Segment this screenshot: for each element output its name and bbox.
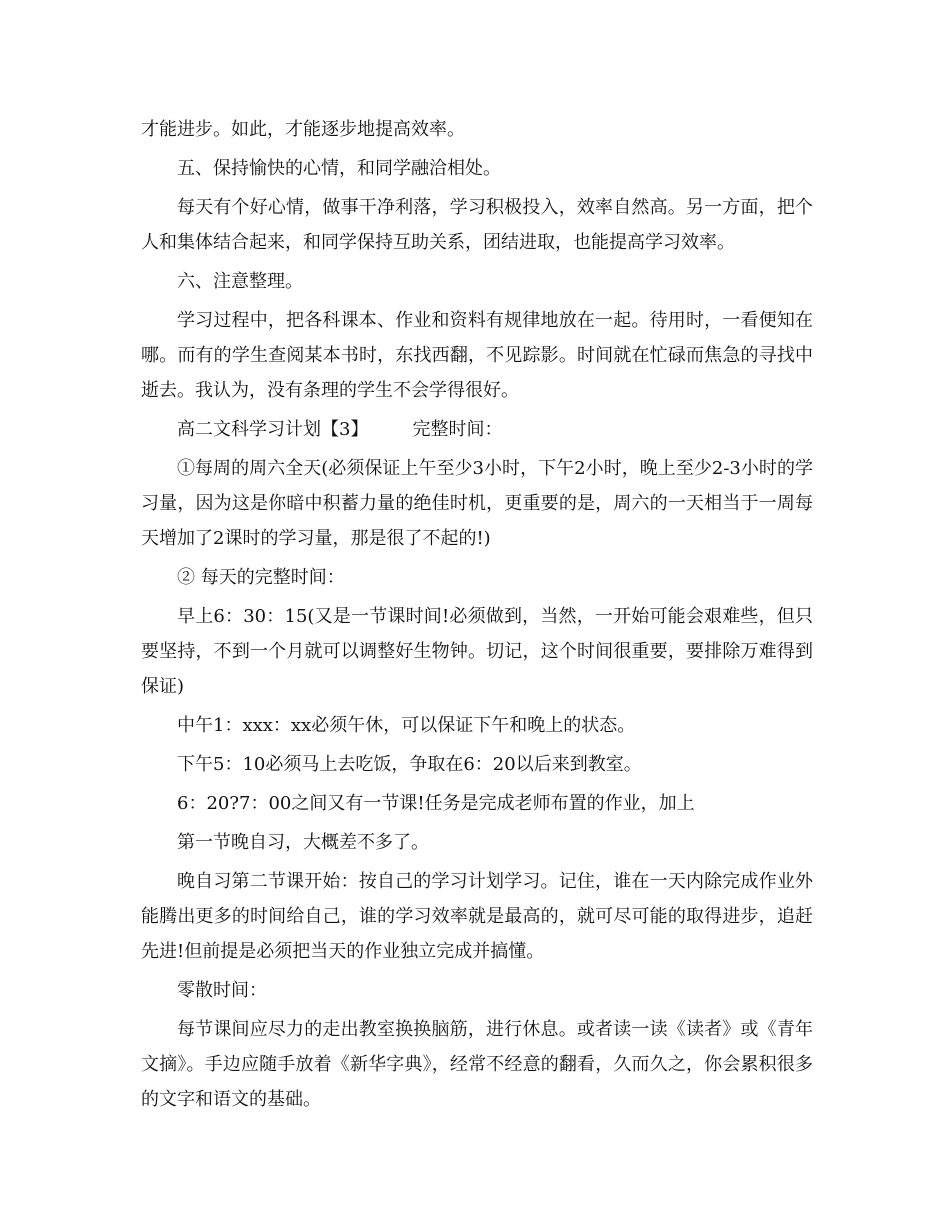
document-body bbox=[141, 112, 813, 1117]
section-heading-six: 六、注意整理。 bbox=[177, 271, 303, 292]
plan-subtitle: 完整时间： bbox=[412, 419, 503, 440]
paragraph-organize: 学习过程中，把各科课本、作业和资料有规律地放在一起。待用时，一看便知在哪。而有的学生查阅某本书时，东找西翻，不见踪影。时间就在忙碌而焦急的寻找中逝去。我认为，没有条理的学生不会学得很好。 bbox=[141, 310, 813, 401]
paragraph-evening-1: 6：20?7：00之间又有一节课!任务是完成老师布置的作业，加上 bbox=[177, 793, 695, 814]
paragraph-evening-2: 第一节晚自习，大概差不多了。 bbox=[177, 832, 429, 853]
plan-heading-line bbox=[141, 412, 813, 447]
paragraph-daily-heading: ② 每天的完整时间： bbox=[177, 567, 345, 588]
paragraph-spare-heading: 零散时间： bbox=[177, 980, 267, 1001]
section-heading-five: 五、保持愉快的心情，和同学融洽相处。 bbox=[177, 158, 501, 179]
paragraph-spare-time: 每节课间应尽力的走出教室换换脑筋，进行休息。或者读一读《读者》或《青年文摘》。手边应随手放着《新华字典》，经常不经意的翻看，久而久之，你会累积很多的文字和语文的基础。 bbox=[141, 1019, 813, 1110]
paragraph-morning: 早上6：30：15(又是一节课时间!必须做到，当然，一开始可能会艰难些，但只要坚持，不到一个月就可以调整好生物钟。切记，这个时间很重要，要排除万难得到保证) bbox=[141, 606, 813, 697]
plan-title: 高二文科学习计划【3】 bbox=[177, 419, 369, 440]
paragraph-mood: 每天有个好心情，做事干净利落，学习积极投入，效率自然高。另一方面，把个人和集体结合起来，和同学保持互助关系，团结进取，也能提高学习效率。 bbox=[141, 197, 813, 253]
paragraph-self-study: 晚自习第二节课开始：按自己的学习计划学习。记住，谁在一天内除完成作业外能腾出更多的时间给自己，谁的学习效率就是最高的，就可尽可能的取得进步，追赶先进!但前提是必须把当天的作业独立完成并搞懂。 bbox=[141, 871, 813, 962]
paragraph-saturday: ①每周的周六全天(必须保证上午至少3小时，下午2小时，晚上至少2-3小时的学习量，因为这是你暗中积蓄力量的绝佳时机，更重要的是，周六的一天相当于一周每天增加了2课时的学习量，那是很了不起的!) bbox=[141, 458, 813, 549]
paragraph-afternoon: 下午5：10必须马上去吃饭，争取在6：20以后来到教室。 bbox=[177, 754, 642, 775]
paragraph-noon: 中午1：xxx：xx必须午休，可以保证下午和晚上的状态。 bbox=[177, 715, 636, 736]
paragraph-continuation: 才能进步。如此，才能逐步地提高效率。 bbox=[141, 119, 465, 140]
